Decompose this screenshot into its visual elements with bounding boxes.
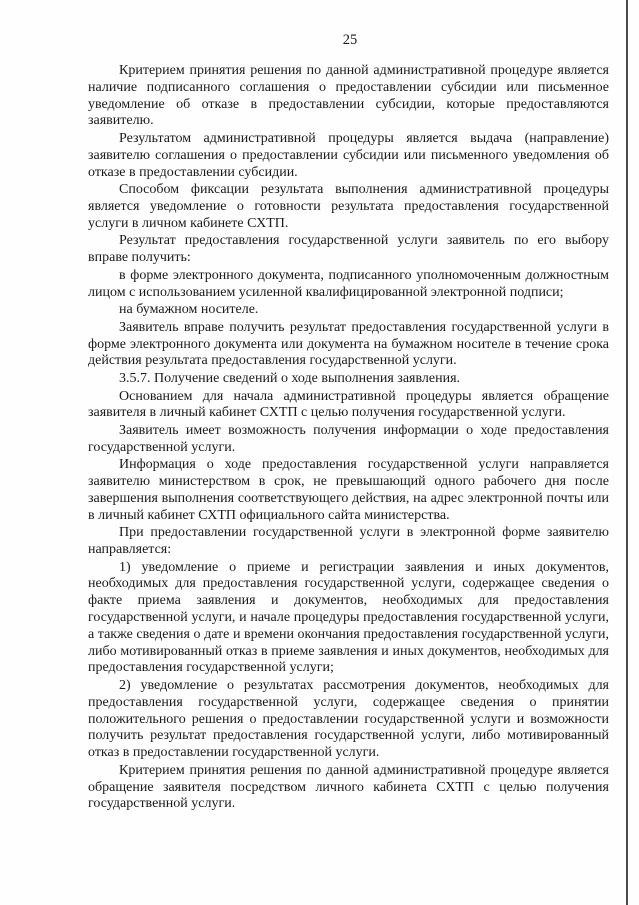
paragraph: Заявитель имеет возможность получения информации о ходе предоставления государственной услуги. [88, 422, 609, 455]
paragraph: Информация о ходе предоставления государственной услуги направляется заявителю министерством в срок, не превышающий одного рабочего дня после завершения выполнения соответствующего действия, на адрес электронной почты или в личный кабинет СХТП официального сайта министерства. [88, 457, 609, 523]
paragraph: Результат предоставления государственной услуги заявитель по его выбору вправе получить: [88, 233, 609, 266]
paragraph: Заявитель вправе получить результат предоставления государственной услуги в форме электронного документа или документа на бумажном носителе в течение срока действия результата предоставления государственной услуги. [88, 319, 609, 369]
document-body [88, 63, 609, 814]
paragraph: При предоставлении государственной услуги в электронной форме заявителю направляется: [88, 525, 609, 558]
paragraph: 2) уведомление о результатах рассмотрения документов, необходимых для предоставления государственной услуги, содержащее сведения о принятии положительного решения о предоставлении государственной услуги и возможности получить результат предоставления государственной услуги, либо мотивированный отказ в предоставлении государственной услуги. [88, 678, 609, 761]
paragraph: 1) уведомление о приеме и регистрации заявления и иных документов, необходимых для предоставления государственной услуги, содержащее сведения о факте приема заявления и документов, необходимых для предоставления государственной услуги, и начале процедуры предоставления государственной услуги, а также сведения о дате и времени окончания предоставления государственной услуги, либо мотивированный отказ в приеме заявления и иных документов, необходимых для предоставления государственной услуги; [88, 559, 609, 676]
paragraph: Результатом административной процедуры является выдача (направление) заявителю соглашения о предоставлении субсидии или письменного уведомления об отказе в предоставлении субсидии. [88, 130, 609, 180]
paragraph: Критерием принятия решения по данной административной процедуре является обращение заявителя посредством личного кабинета СХТП с целью получения государственной услуги. [88, 762, 609, 812]
paragraph: на бумажном носителе. [119, 302, 259, 318]
page-number: 25 [342, 32, 358, 48]
paragraph: в форме электронного документа, подписанного уполномоченным должностным лицом с использованием усиленной квалифицированной электронной подписи; [88, 267, 609, 300]
paragraph: 3.5.7. Получение сведений о ходе выполнения заявления. [119, 370, 461, 386]
page-edge-line [626, 0, 628, 905]
paragraph: Основанием для начала административной процедуры является обращение заявителя в личный кабинет СХТП с целью получения государственной услуги. [88, 388, 609, 421]
paragraph: Критерием принятия решения по данной административной процедуре является наличие подписанного соглашения о предоставлении субсидии или письменное уведомление об отказе в предоставлении субсидии, которые предоставляются заявителю. [88, 63, 609, 129]
paragraph: Способом фиксации результата выполнения административной процедуры является уведомление о готовности результата предоставления государственной услуги в личном кабинете СХТП. [88, 182, 609, 231]
